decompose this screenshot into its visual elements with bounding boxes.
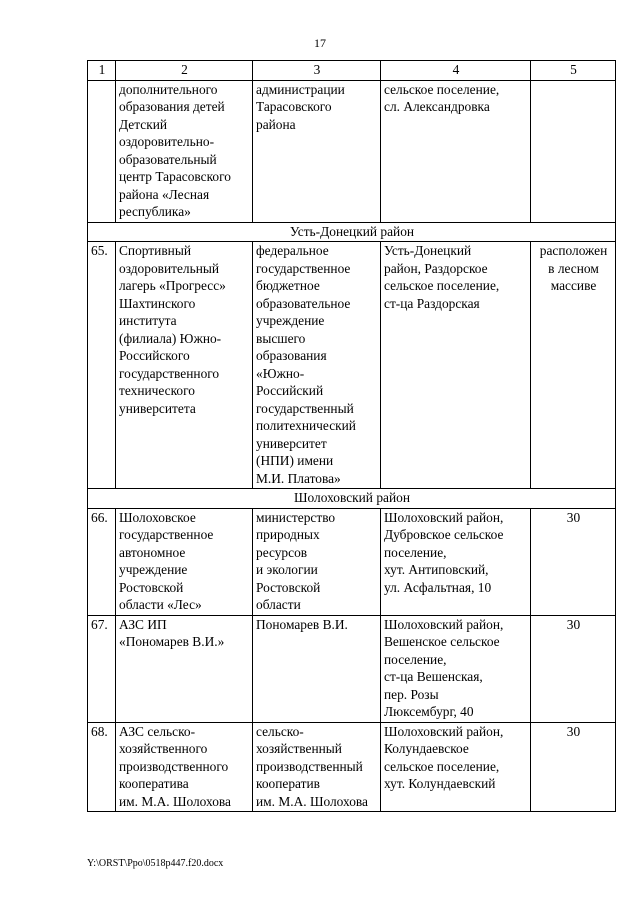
object-owner: министерство природных ресурсов и экологии Ростовской области	[253, 508, 381, 615]
object-value	[531, 80, 616, 222]
table-row	[88, 242, 616, 489]
column-header-4: 4	[381, 61, 531, 81]
row-number: 66.	[88, 508, 116, 615]
object-owner: Пономарев В.И.	[253, 615, 381, 722]
page-number: 17	[314, 36, 326, 50]
object-address: Шолоховский район, Дубровское сельское поселение, хут. Антиповский, ул. Асфальтная, 10	[381, 508, 531, 615]
table-row	[88, 615, 616, 722]
district-heading: Шолоховский район	[88, 489, 616, 509]
object-name: АЗС сельско- хозяйственного производственного кооператива им. М.А. Шолохова	[116, 722, 253, 812]
object-name: дополнительного образования детей Детский оздоровительно- образовательный центр Тарасовского района «Лесная республика»	[116, 80, 253, 222]
district-heading: Усть-Донецкий район	[88, 222, 616, 242]
table-row	[88, 508, 616, 615]
district-heading-row	[88, 489, 616, 509]
table-row	[88, 722, 616, 812]
object-address: Усть-Донецкий район, Раздорское сельское поселение, ст-ца Раздорская	[381, 242, 531, 489]
object-address: Шолоховский район, Колундаевское сельское поселение, хут. Колундаевский	[381, 722, 531, 812]
object-value: расположен в лесном массиве	[531, 242, 616, 489]
object-name: АЗС ИП «Пономарев В.И.»	[116, 615, 253, 722]
object-name: Шолоховское государственное автономное учреждение Ростовской области «Лес»	[116, 508, 253, 615]
object-value: 30	[531, 615, 616, 722]
object-name: Спортивный оздоровительный лагерь «Прогресс» Шахтинского института (филиала) Южно- Российского государственного технического университета	[116, 242, 253, 489]
row-number: 67.	[88, 615, 116, 722]
column-header-2: 2	[116, 61, 253, 81]
table-row	[88, 80, 616, 222]
object-owner: федеральное государственное бюджетное образовательное учреждение высшего образования «Южно- Российский государственный политехнический университет (НПИ) имени М.И. Платова»	[253, 242, 381, 489]
column-header-3: 3	[253, 61, 381, 81]
column-number-row	[88, 61, 616, 81]
object-owner: сельско- хозяйственный производственный кооператив им. М.А. Шолохова	[253, 722, 381, 812]
object-address: сельское поселение, сл. Александровка	[381, 80, 531, 222]
column-header-5: 5	[531, 61, 616, 81]
row-number: 65.	[88, 242, 116, 489]
column-header-1: 1	[88, 61, 116, 81]
object-value: 30	[531, 508, 616, 615]
object-value: 30	[531, 722, 616, 812]
district-heading-row	[88, 222, 616, 242]
objects-table	[87, 60, 616, 812]
object-address: Шолоховский район, Вешенское сельское поселение, ст-ца Вешенская, пер. Розы Люксембург, 40	[381, 615, 531, 722]
row-number: 68.	[88, 722, 116, 812]
object-owner: администрации Тарасовского района	[253, 80, 381, 222]
document-file-path: Y:\ORST\Ppo\0518p447.f20.docx	[87, 858, 224, 869]
row-number	[88, 80, 116, 222]
